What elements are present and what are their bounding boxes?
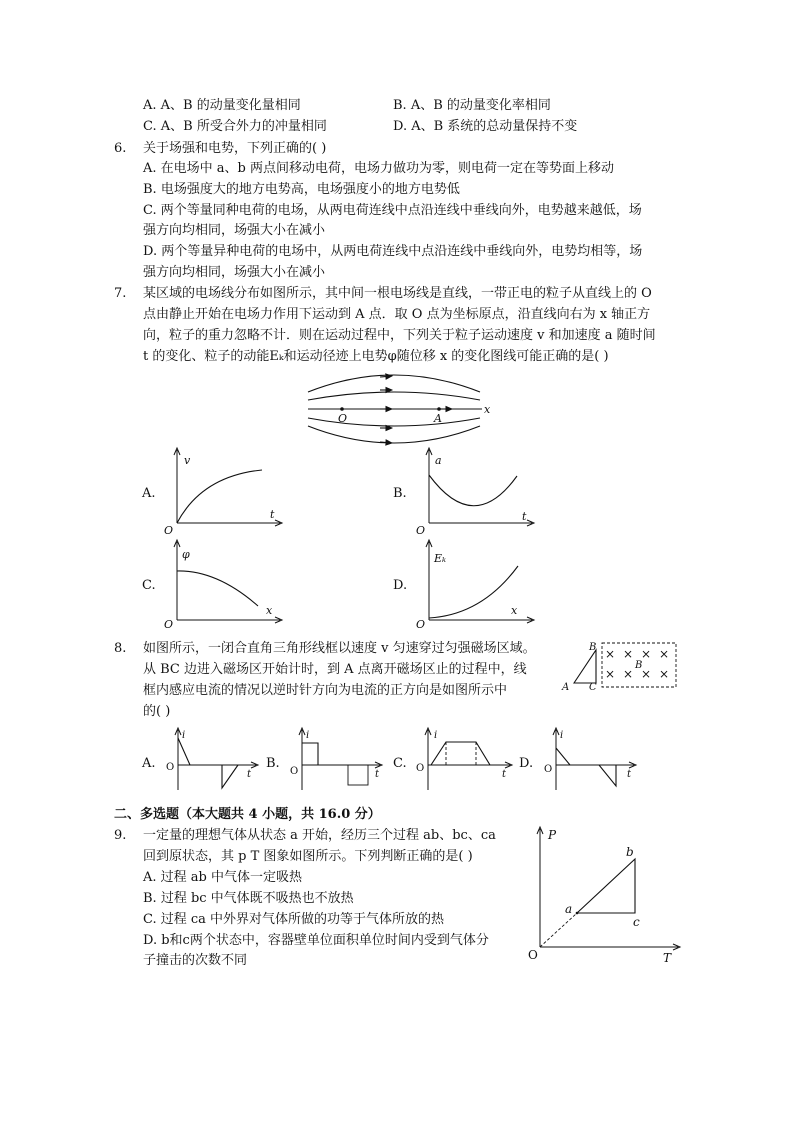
q9-option-c: C. 过程 ca 中外界对气体所做的功等于气体所放的热 <box>143 912 445 927</box>
vertex-c: C <box>589 682 597 693</box>
svg-text:×: × <box>641 647 652 661</box>
q7-option-b-label: B. <box>393 486 407 501</box>
q7-field-lines-figure <box>302 370 502 450</box>
axis-i-label: i <box>560 730 564 741</box>
axis-y-label: φ <box>182 548 190 561</box>
q6-option-a: A. 在电场中 a、b 两点间移动电荷，电场力做功为零，则电荷一定在等势面上移动 <box>143 161 614 176</box>
svg-text:×: × <box>605 667 616 681</box>
axis-t-label: t <box>375 769 380 780</box>
q9-stem-line2: 回到原状态，其 p T 图象如图所示。下列判断正确的是( ) <box>143 849 473 864</box>
label-a: A <box>434 412 442 425</box>
q8-number: 8. <box>114 641 127 656</box>
q9-option-b: B. 过程 bc 中气体既不吸热也不放热 <box>143 891 354 906</box>
state-b-label: b <box>626 845 634 859</box>
q6-number: 6. <box>114 141 127 156</box>
q6-option-b: B. 电场强度大的地方电势高，电场强度小的地方电势低 <box>143 182 460 197</box>
field-b-label: B <box>635 660 643 671</box>
q7-stem-line1: 某区域的电场线分布如图所示，其中间一根电场线是直线，一带正电的粒子从直线上的 O <box>143 286 652 301</box>
q5-option-a: A. A、B 的动量变化量相同 <box>143 98 301 113</box>
origin-label: O <box>416 763 425 774</box>
q9-option-a: A. 过程 ab 中气体一定吸热 <box>143 870 302 885</box>
svg-text:×: × <box>605 647 616 661</box>
cycle-abc <box>577 859 635 913</box>
q8-option-d-label: D. <box>519 756 534 771</box>
origin-label: O <box>290 766 299 777</box>
axis-i-label: i <box>306 730 310 741</box>
q5-option-d: D. A、B 系统的总动量保持不变 <box>393 119 578 134</box>
vertex-a: A <box>562 682 570 693</box>
phi-x-curve <box>177 571 258 606</box>
origin-label: O <box>416 524 426 537</box>
origin-label: O <box>166 762 175 773</box>
q8-stem-line4: 的( ) <box>143 704 171 719</box>
svg-text:×: × <box>659 647 670 661</box>
axis-x-label: t <box>270 508 275 521</box>
q8-option-a-graph <box>164 728 259 794</box>
q9-p-t-graph <box>526 825 686 970</box>
q8-option-c-graph <box>414 728 514 794</box>
q7-stem-line4: t 的变化、粒子的动能Eₖ和运动径迹上电势φ随位移 x 的变化图线可能正确的是( ) <box>143 349 609 364</box>
svg-text:×: × <box>623 647 634 661</box>
q8-stem-line1: 如图所示，一闭合直角三角形线框以速度 v 匀速穿过匀强磁场区域。 <box>143 641 536 656</box>
q8-stem-line2: 从 BC 边进入磁场区开始计时，到 A 点离开磁场区止的过程中，线 <box>143 662 527 677</box>
extension-line <box>540 913 577 947</box>
svg-text:×: × <box>641 667 652 681</box>
field-line-top-outer <box>308 375 480 392</box>
field-line-bottom-outer <box>308 426 480 443</box>
state-c-label: c <box>633 915 640 929</box>
q8-option-b-graph <box>288 728 383 794</box>
field-line-bottom-inner <box>308 418 480 426</box>
q8-option-c-label: C. <box>393 756 407 771</box>
point-o <box>340 407 344 411</box>
section-2-title: 二、多选题（本大题共 4 小题，共 16.0 分） <box>114 807 381 822</box>
q8-option-d-graph <box>542 728 637 794</box>
q7-option-a-graph <box>162 448 282 538</box>
q6-option-c-line1: C. 两个等量同种电荷的电场，从两电荷连线中点沿连线中垂线向外，电势越来越低，场 <box>143 203 642 218</box>
q7-option-b-graph <box>414 448 534 538</box>
q7-stem-line3: 向，粒子的重力忽略不计．则在运动过程中，下列关于粒子运动速度 v 和加速度 a 随时间 <box>143 328 656 343</box>
origin-label: O <box>544 764 553 775</box>
svg-text:×: × <box>659 667 670 681</box>
axis-x-label: x <box>266 604 273 617</box>
v-t-curve <box>177 470 262 523</box>
q8-stem-line3: 框内感应电流的情况以逆时针方向为电流的正方向是如图所示中 <box>143 683 508 698</box>
q9-option-d-line1: D. b和c两个状态中，容器壁单位面积单位时间内受到气体分 <box>143 933 489 948</box>
q7-number: 7. <box>114 286 127 301</box>
axis-x-label: x <box>511 604 518 617</box>
point-a <box>437 407 441 411</box>
origin-label: O <box>528 948 538 962</box>
q7-option-a-label: A. <box>142 486 156 501</box>
axis-i-label: i <box>182 730 186 741</box>
q7-option-d-label: D. <box>393 578 408 593</box>
q7-option-d-graph <box>414 540 534 630</box>
q6-option-c-line2: 强方向均相同，场强大小在减小 <box>143 223 326 238</box>
q5-option-c: C. A、B 所受合外力的冲量相同 <box>143 119 327 134</box>
triangle-frame <box>574 650 596 683</box>
axis-x-label: t <box>522 510 527 523</box>
axis-t-label: t <box>247 769 252 780</box>
label-x: x <box>484 403 491 416</box>
axis-t-label: t <box>502 769 507 780</box>
q7-option-c-graph <box>162 540 282 630</box>
axis-t-label: T <box>663 951 672 965</box>
axis-y-label: a <box>435 454 442 467</box>
axis-p-label: P <box>548 828 557 842</box>
origin-label: O <box>416 618 426 631</box>
arrow-1 <box>380 376 392 377</box>
axis-y-label: v <box>184 454 191 467</box>
axis-i-label: i <box>434 730 438 741</box>
q8-option-a-label: A. <box>142 756 156 771</box>
q6-option-d-line2: 强方向均相同，场强大小在减小 <box>143 265 326 280</box>
q9-option-d-line2: 子撞击的次数不同 <box>143 953 248 968</box>
q6-option-d-line1: D. 两个等量异种电荷的电场中，从两电荷连线中点沿连线中垂线向外，电势均相等，场 <box>143 244 643 259</box>
q7-stem-line2: 点由静止开始在电场力作用下运动到 A 点．取 O 点为坐标原点，沿直线向右为 x 轴正方 <box>143 307 651 322</box>
q8-triangle-field-figure <box>560 640 680 692</box>
field-line-top-inner <box>308 392 480 400</box>
q9-stem-line1: 一定量的理想气体从状态 a 开始，经历三个过程 ab、bc、ca <box>143 828 496 843</box>
vertex-b: B <box>589 642 597 653</box>
q5-option-b: B. A、B 的动量变化率相同 <box>393 98 551 113</box>
origin-label: O <box>164 618 174 631</box>
origin-label: O <box>164 524 174 537</box>
state-a-label: a <box>565 902 573 916</box>
axis-t-label: t <box>627 769 632 780</box>
axis-y-label: Eₖ <box>434 552 447 565</box>
q7-option-c-label: C. <box>142 578 156 593</box>
q9-number: 9. <box>114 828 127 843</box>
ek-x-curve <box>429 566 518 618</box>
svg-text:×: × <box>623 667 634 681</box>
a-t-curve <box>429 475 517 506</box>
q6-stem: 关于场强和电势，下列正确的( ) <box>143 141 327 156</box>
label-o: O <box>338 412 348 425</box>
q8-option-b-label: B. <box>266 756 280 771</box>
